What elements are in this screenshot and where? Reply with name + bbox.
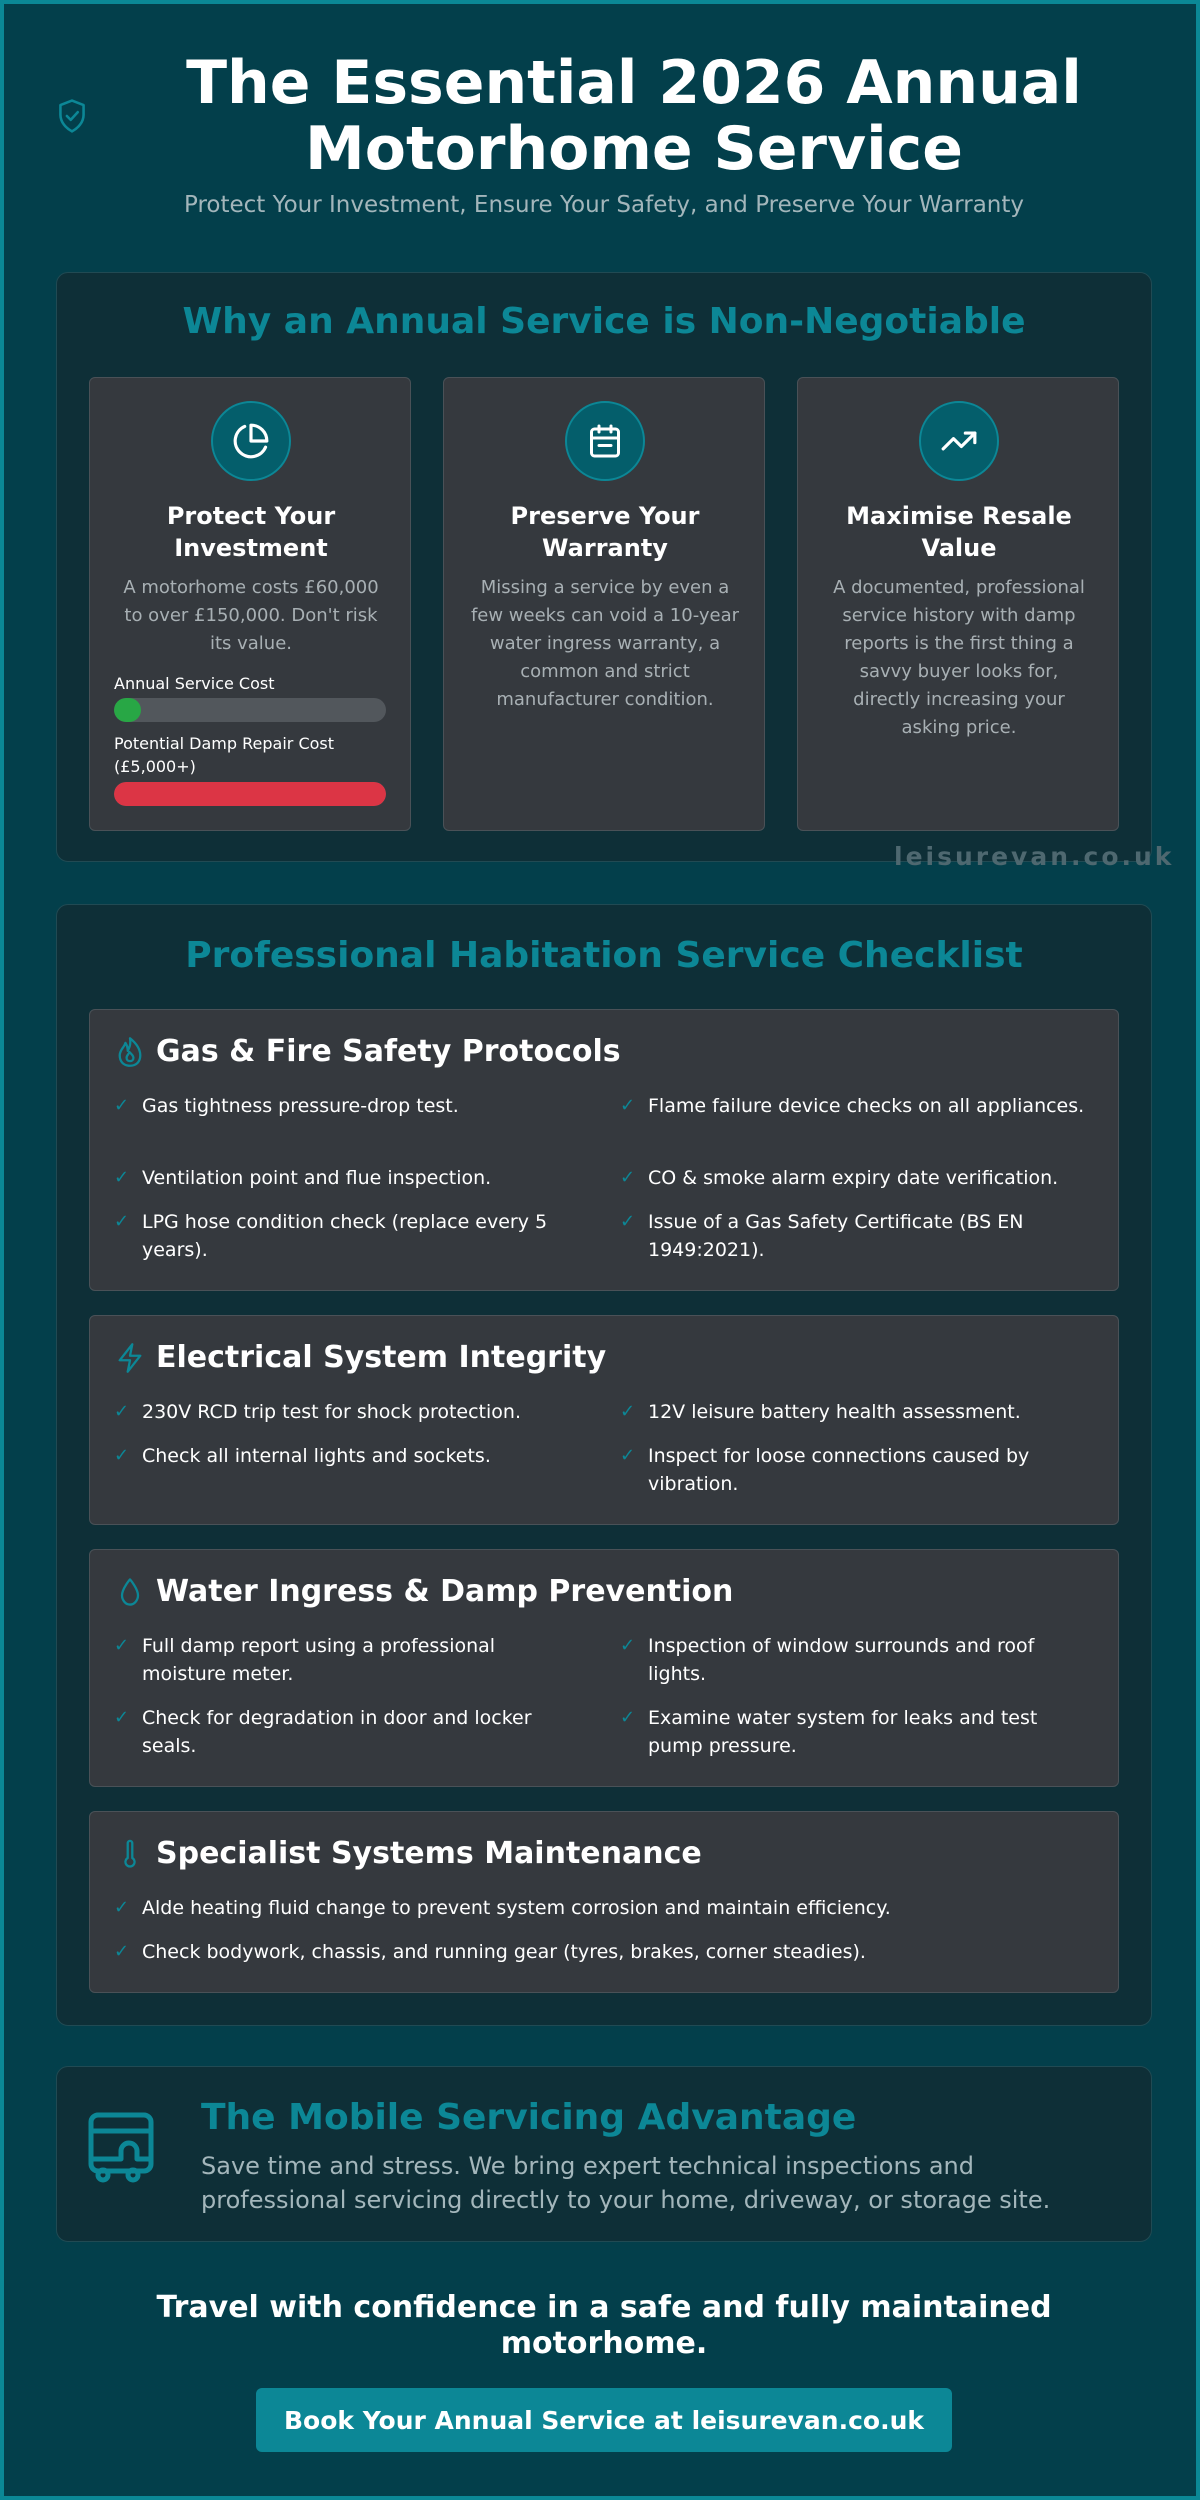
check-icon: ✓ — [620, 1707, 636, 1728]
check-icon: ✓ — [114, 1445, 130, 1466]
book-service-button[interactable]: Book Your Annual Service at leisurevan.co.uk — [256, 2388, 952, 2452]
thermometer-icon — [116, 1838, 144, 1870]
checklist-item: ✓ 230V RCD trip test for shock protection. — [114, 1398, 584, 1426]
checklist-item: ✓ Check bodywork, chassis, and running gear (tyres, brakes, corner steadies). — [114, 1938, 1074, 1966]
check-icon: ✓ — [620, 1401, 636, 1422]
checklist-item: ✓ 12V leisure battery health assessment. — [620, 1398, 1090, 1426]
section-title: Specialist Systems Maintenance — [156, 1836, 702, 1871]
damp-repair-cost-label: Potential Damp Repair Cost (£5,000+) — [114, 734, 335, 776]
why-card-title: Preserve Your Warranty — [510, 502, 700, 562]
check-icon: ✓ — [620, 1445, 636, 1466]
checklist-item: ✓ Inspect for loose connections caused by vibration. — [620, 1442, 1090, 1498]
trending-up-icon — [919, 401, 999, 481]
checklist-item: ✓ Ventilation point and flue inspection. — [114, 1164, 584, 1192]
check-icon: ✓ — [114, 1167, 130, 1188]
why-card-title: Protect Your Investment — [166, 502, 336, 562]
checklist-item: ✓ Flame failure device checks on all appliances. — [620, 1092, 1090, 1120]
checklist-section-specialist — [89, 1811, 1119, 1993]
droplet-icon — [116, 1576, 144, 1608]
check-icon: ✓ — [114, 1941, 130, 1962]
page-title: The Essential 2026 Annual Motorhome Service — [186, 48, 1082, 184]
checklist-item: ✓ Gas tightness pressure-drop test. — [114, 1092, 584, 1120]
pie-chart-icon — [211, 401, 291, 481]
check-icon: ✓ — [114, 1897, 130, 1918]
check-icon: ✓ — [114, 1401, 130, 1422]
why-card-text: A documented, professional service history with damp reports is the first thing a savvy buyer looks for, directly increasing your asking price. — [833, 577, 1085, 738]
service-cost-label: Annual Service Cost — [114, 674, 275, 693]
section-title: Water Ingress & Damp Prevention — [156, 1574, 734, 1609]
why-panel — [56, 272, 1152, 862]
why-card-warranty — [443, 377, 765, 831]
check-icon: ✓ — [620, 1167, 636, 1188]
page-subtitle: Protect Your Investment, Ensure Your Safety, and Preserve Your Warranty — [183, 192, 1025, 218]
check-icon: ✓ — [620, 1211, 636, 1232]
checklist-panel — [56, 904, 1152, 2026]
checklist-section-water — [89, 1549, 1119, 1787]
check-icon: ✓ — [114, 1635, 130, 1656]
mobile-panel — [56, 2066, 1152, 2242]
why-card-resale — [797, 377, 1119, 831]
section-title: Gas & Fire Safety Protocols — [156, 1034, 621, 1069]
checklist-item: ✓ Issue of a Gas Safety Certificate (BS EN 1949:2021). — [620, 1208, 1090, 1264]
damp-repair-cost-bar — [114, 782, 386, 806]
service-cost-bar — [114, 698, 386, 722]
checklist-item: ✓ CO & smoke alarm expiry date verification. — [620, 1164, 1090, 1192]
lightning-icon — [116, 1342, 144, 1374]
why-card-text: A motorhome costs £60,000 to over £150,000. Don't risk its value. — [123, 577, 379, 654]
closing-tagline: Travel with confidence in a safe and fully maintained motorhome. — [156, 2290, 1052, 2361]
why-card-text: Missing a service by even a few weeks can void a 10-year water ingress warranty, a common and strict manufacturer condition. — [470, 577, 740, 710]
checklist-item: ✓ Full damp report using a professional moisture meter. — [114, 1632, 584, 1688]
checklist-item: ✓ Check all internal lights and sockets. — [114, 1442, 584, 1470]
damp-repair-cost-bar-fill — [114, 782, 386, 806]
mobile-title: The Mobile Servicing Advantage — [201, 2097, 857, 2138]
service-cost-bar-fill — [114, 698, 141, 722]
check-icon: ✓ — [114, 1707, 130, 1728]
check-icon: ✓ — [620, 1635, 636, 1656]
checklist-section-gas — [89, 1009, 1119, 1291]
checklist-title: Professional Habitation Service Checklist — [185, 935, 1023, 976]
checklist-item: ✓ LPG hose condition check (replace every 5 years). — [114, 1208, 584, 1264]
shield-check-icon — [56, 98, 88, 134]
checklist-item: ✓ Examine water system for leaks and test pump pressure. — [620, 1704, 1090, 1760]
check-icon: ✓ — [114, 1095, 130, 1116]
caravan-icon — [87, 2111, 155, 2183]
calendar-icon — [565, 401, 645, 481]
section-title: Electrical System Integrity — [156, 1340, 607, 1375]
check-icon: ✓ — [114, 1211, 130, 1232]
checklist-item: ✓ Check for degradation in door and locker seals. — [114, 1704, 584, 1760]
watermark: leisurevan.co.uk — [894, 842, 1175, 871]
why-card-investment — [89, 377, 411, 831]
mobile-text: Save time and stress. We bring expert technical inspections and professional servicing directly to your home, driveway, or storage site. — [201, 2152, 1051, 2214]
why-card-title: Maximise Resale Value — [846, 502, 1072, 562]
why-panel-title: Why an Annual Service is Non-Negotiable — [182, 301, 1026, 342]
flame-icon — [116, 1036, 144, 1068]
check-icon: ✓ — [620, 1095, 636, 1116]
checklist-item: ✓ Alde heating fluid change to prevent system corrosion and maintain efficiency. — [114, 1894, 1074, 1922]
checklist-item: ✓ Inspection of window surrounds and roof lights. — [620, 1632, 1090, 1688]
checklist-section-electrical — [89, 1315, 1119, 1525]
